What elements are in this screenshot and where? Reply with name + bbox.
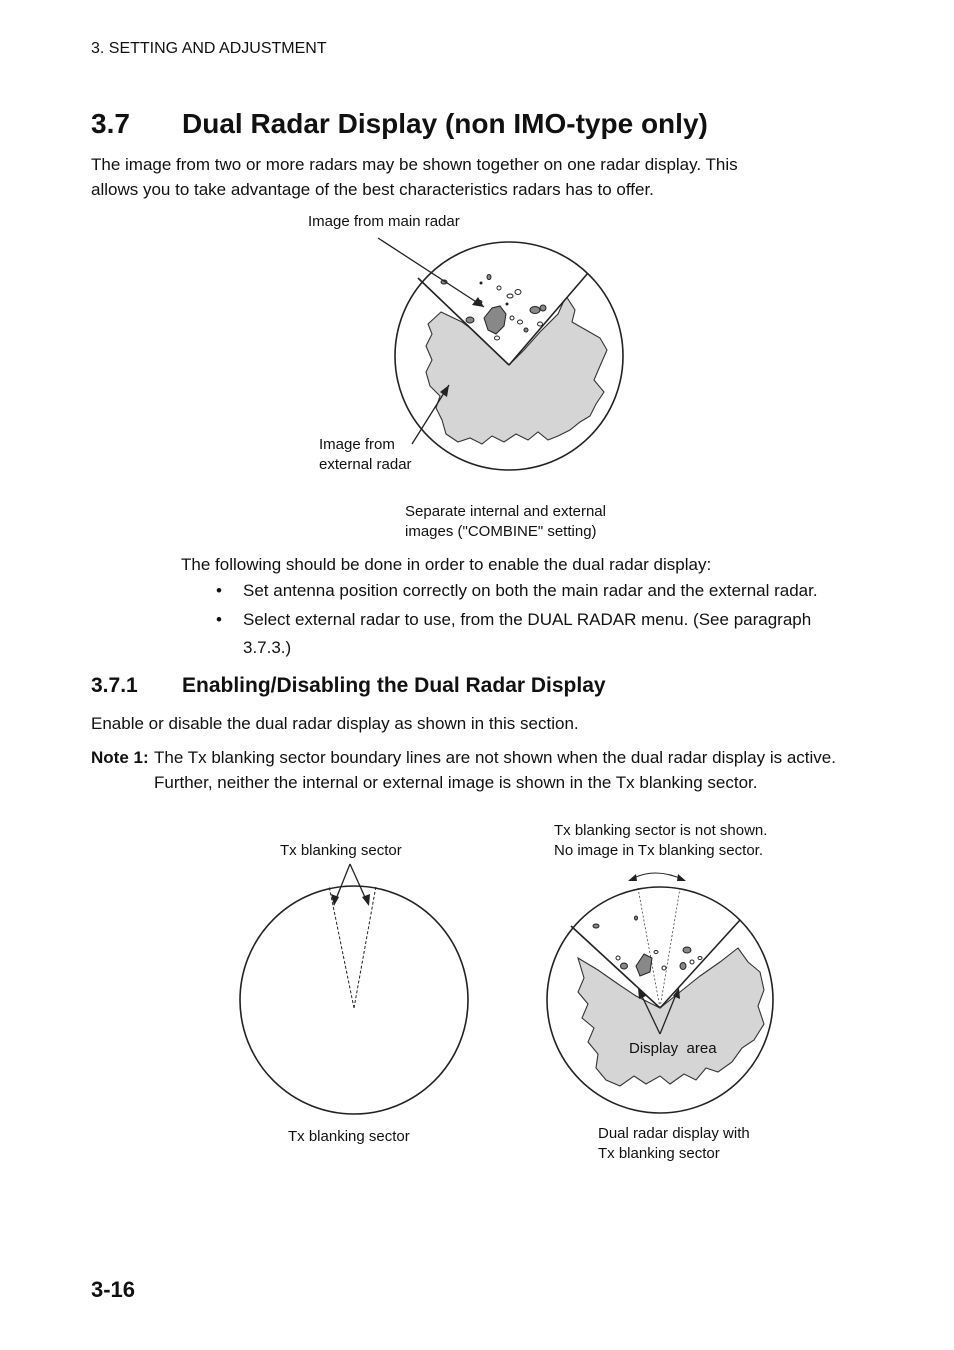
label-tx-not-shown — [554, 821, 767, 861]
bullet-item — [216, 577, 848, 605]
intro-line: allows you to take advantage of the best characteristics radars has to offer. — [91, 180, 654, 199]
label-external-radar — [319, 435, 412, 475]
caption-line: Tx blanking sector — [598, 1145, 720, 1162]
dual-radar-display-figure — [547, 873, 773, 1113]
note-text: The Tx blanking sector boundary lines are not shown when the dual radar display is active. Further, neither the internal or external image is shown in the Tx blanking sector. — [154, 748, 836, 792]
tx-blanking-sector-figure — [240, 864, 468, 1114]
label-line: No image in Tx blanking sector. — [554, 842, 763, 859]
label-external-line: Image from — [319, 436, 395, 453]
caption-line: images ("COMBINE" setting) — [405, 523, 597, 540]
label-external-line: external radar — [319, 456, 412, 473]
caption-line: Dual radar display with — [598, 1125, 750, 1142]
section-number: 3.7 — [91, 108, 130, 139]
bullet-text: Select external radar to use, from the DUAL RADAR menu. (See paragraph 3.7.3.) — [243, 610, 812, 657]
subsection-title: Enabling/Disabling the Dual Radar Display — [182, 674, 606, 697]
bullet-symbol: • — [216, 581, 222, 600]
section-title: Dual Radar Display (non IMO-type only) — [182, 108, 708, 139]
enable-paragraph: Enable or disable the dual radar display as shown in this section. — [91, 714, 579, 733]
bullet-symbol: • — [216, 610, 222, 629]
steps-lead: The following should be done in order to enable the dual radar display: — [181, 555, 712, 574]
label-main-radar: Image from main radar — [308, 213, 460, 230]
running-head: 3. SETTING AND ADJUSTMENT — [91, 40, 327, 57]
figure-2-right-caption — [598, 1124, 750, 1164]
label-line: Tx blanking sector is not shown. — [554, 822, 768, 839]
note-label: Note 1: — [91, 748, 149, 767]
figure-2-left-caption: Tx blanking sector — [288, 1128, 410, 1145]
subsection-heading — [91, 674, 606, 698]
bullet-text: Set antenna position correctly on both the main radar and the external radar. — [243, 581, 818, 600]
label-tx-blanking-top: Tx blanking sector — [280, 842, 402, 859]
subsection-number: 3.7.1 — [91, 674, 138, 697]
page-number: 3-16 — [91, 1277, 136, 1302]
bullet-item — [216, 606, 848, 662]
label-display-area: Display area — [629, 1040, 717, 1057]
figure-1-caption — [405, 502, 606, 542]
intro-line: The image from two or more radars may be shown together on one radar display. This — [91, 155, 738, 174]
caption-line: Separate internal and external — [405, 503, 606, 520]
